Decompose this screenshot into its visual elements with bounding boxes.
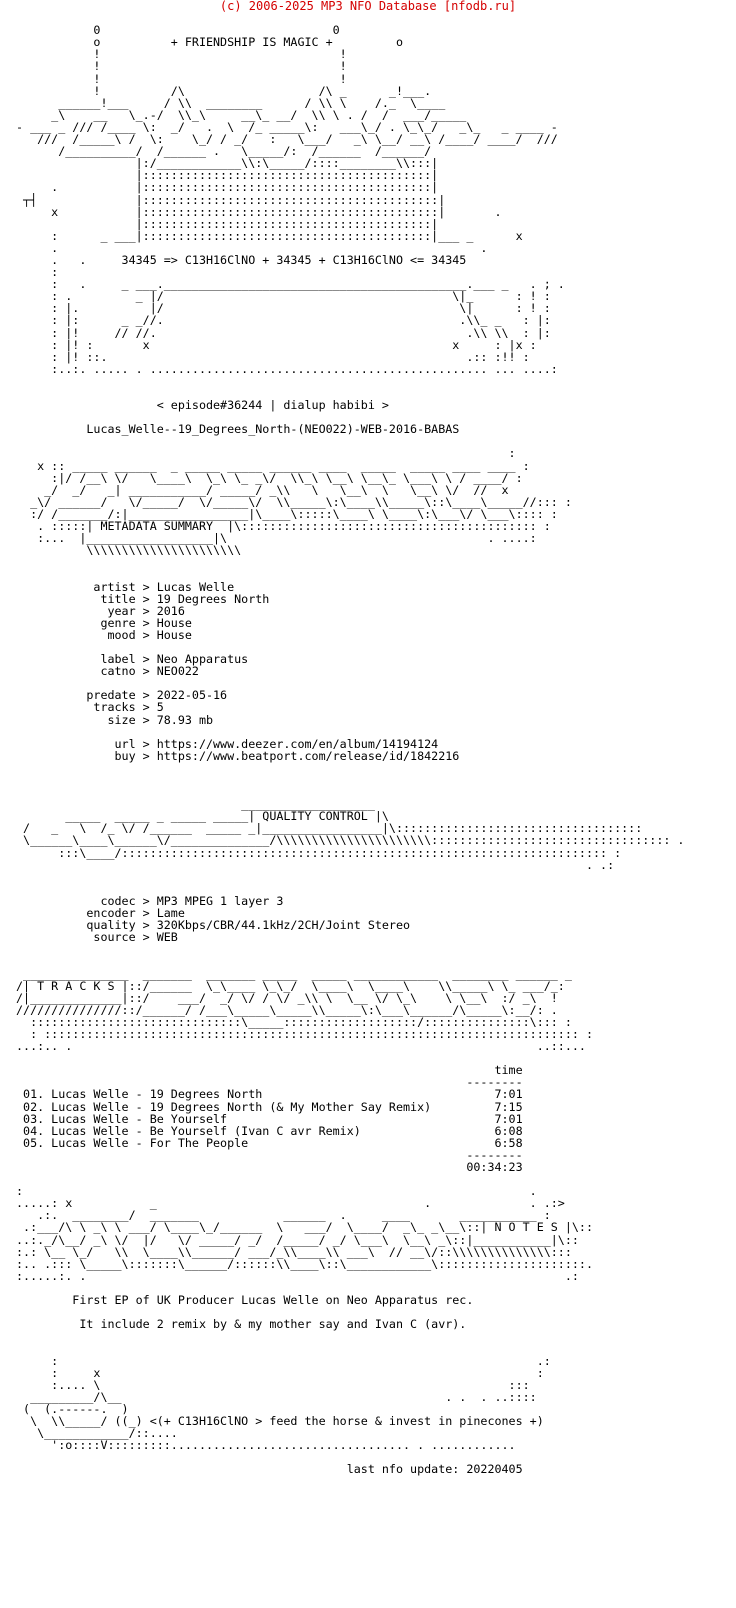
blank-line — [16, 375, 720, 387]
copyright-banner: (c) 2006-2025 MP3 NFO Database [nfodb.ru] — [219, 0, 517, 13]
logo-art-line: /__________/ /______ . \_____/: /______ /______/ — [16, 144, 502, 159]
meta-buy: buy > https://www.beatport.com/release/id/1842216 — [16, 748, 460, 763]
blank-line — [16, 774, 720, 786]
logo-art-line: : |: _ _//. .\\_ _ : |: — [16, 313, 551, 328]
logo-art-line: o + FRIENDSHIP IS MAGIC + o — [16, 35, 509, 50]
tracks-art-line: /| T R A C K S |::/______ \_\____ \_\_/ \____\ \____\ \\_____\ \_ ___/_: — [16, 978, 565, 993]
track-row: 05. Lucas Welle - For The People 6:58 — [16, 1135, 523, 1150]
blank-line — [16, 955, 720, 967]
logo-art-line: : . _ |/ \|_ : ! : — [16, 289, 551, 304]
tracks-rule: -------- — [16, 1147, 523, 1162]
metadata-art-line: :/ /_______/:|_________________|\____\:::::\____\ \____\:\___\/ \___\:::: : — [16, 506, 558, 521]
tracks-art-line: ///////////////::/______/ /___\_____\_____\\_____\:\___\______/\_____\:__/: . — [16, 1002, 558, 1017]
notes-art-line: :.. .::: \_____\:::::::\______/::::::\\____\::\____________\:::::::::::::::::::::. — [16, 1256, 593, 1271]
blank-line — [16, 556, 720, 568]
meta-title: title > 19 Degrees North — [16, 591, 270, 606]
logo-art-line: : |! // //. .\\ \\ : |: — [16, 325, 551, 340]
notes-art-line: ..:._/\__/ _\ \/ |/ \/ _____/ _/ /_____/ _/ \___\ \__\ _\::|___________|\:: — [16, 1232, 579, 1247]
meta-artist: artist > Lucas Welle — [16, 579, 235, 594]
notes-art-line: :.....:. . .: — [16, 1268, 579, 1283]
footer-art-line: _________/\__ . . . ..:::: — [16, 1389, 537, 1404]
logo-art-line: |:::::::::::::::::::::::::::::::::::::::::| — [16, 216, 516, 231]
footer-art-line: \____________/::.... — [16, 1426, 178, 1441]
blank-line — [16, 943, 720, 955]
tracks-art-line: _______________ _______ _______ _____ _____ ____________ ________ ______ _ — [16, 966, 572, 981]
blank-line — [16, 762, 720, 774]
track-row: 02. Lucas Welle - 19 Degrees North (& My Mother Say Remix) 7:15 — [16, 1099, 523, 1114]
logo-art-line: ! ! — [16, 59, 502, 74]
tracks-art-line: : :::::::::::::::::::::::::::::::::::::::::::::::::::::::::::::::::::::::::::: : — [16, 1026, 593, 1041]
blank-line — [16, 1342, 720, 1354]
track-row: 04. Lucas Welle - Be Yourself (Ivan C avr Remix) 6:08 — [16, 1123, 523, 1138]
meta-catno: catno > NEO022 — [16, 664, 199, 679]
metadata-art-line: \\\\\\\\\\\\\\\\\\\\\\ — [16, 543, 523, 558]
meta-mood: mood > House — [16, 627, 192, 642]
notes-line-1: First EP of UK Producer Lucas Welle on Neo Apparatus rec. — [16, 1293, 474, 1308]
quality-art-line: / _ \ /_ \/ /______ _____ _|_________________|\::::::::::::::::::::::::::::::::::: — [16, 821, 643, 836]
logo-art-line: ! ! — [16, 47, 502, 62]
logo-art-line: . . — [16, 240, 502, 255]
quality-art-line: ___________________ — [16, 797, 375, 812]
meta-genre: genre > House — [16, 615, 192, 630]
metadata-art-line: x :: _____ ______ _ _____ _____ ______ ____ _____ _____ ____ ____ : — [16, 458, 530, 473]
logo-art-line: . |:::::::::::::::::::::::::::::::::::::::::| — [16, 180, 509, 195]
episode-label: < episode#36244 | dialup habibi > — [16, 398, 389, 413]
meta-year: year > 2016 — [16, 603, 185, 618]
metadata-art-line: :|/ /__\ \/ \____\ \_\ \_ _\/ \\_\ \__\ \__\_ \___\ \ / ____/ : — [16, 470, 523, 485]
logo-art-line: _\ __ \_.-/ \\_\ __\_ __/ \\ \ . / / ___/_____ — [16, 107, 488, 122]
notes-art-line: .....: x _ . . .:> — [16, 1196, 565, 1211]
quality-art-line: :::\____/::::::::::::::::::::::::::::::::::::::::::::::::::::::::::::::::::::: : — [16, 845, 622, 860]
logo-art-line: 0 0 — [16, 23, 502, 38]
logo-art-line: x |::::::::::::::::::::::::::::::::::::::::::| . — [16, 204, 516, 219]
footer-art-line: ':o::::V:::::::::.................................. . ............ — [16, 1438, 516, 1453]
metadata-art-line: : — [16, 446, 516, 461]
tracks-time-header: time — [16, 1063, 523, 1078]
metadata-art-line: :... |__________________|\ . ....: — [16, 531, 537, 546]
notes-art-line: .:___/\ \ _\ \ ___/ \____\_/______ \ ___/ \____/ _\_ _\__\::| N O T E S |\:: — [16, 1220, 593, 1235]
footer-art-line: : x : — [16, 1365, 544, 1380]
metadata-art-line: _/ _/ _| ___________/ _____/ _\\ \ \__\ \ \__\ \/ // x — [16, 482, 516, 497]
logo-art-line: : — [16, 265, 474, 280]
quality-encoder: encoder > Lame — [16, 906, 185, 921]
metadata-art-line: . :::::| METADATA SUMMARY |\:::::::::::::::::::::::::::::::::::::::::: : — [16, 519, 551, 534]
logo-art-line: : |! : x x : |x : — [16, 337, 537, 352]
meta-predate: predate > 2022-05-16 — [16, 688, 228, 703]
last-update: last nfo update: 20220405 — [16, 1462, 523, 1477]
blank-line — [16, 568, 720, 580]
quality-art-line: _____ _____ _ _____ _____| QUALITY CONTROL |\ — [16, 809, 389, 824]
tracks-total: 00:34:23 — [16, 1160, 523, 1174]
release-name: Lucas_Welle--19_Degrees_North-(NEO022)-WEB-2016-BABAS — [16, 422, 460, 437]
quality-art-line: . .: — [16, 857, 615, 872]
tracks-art-line: ::::::::::::::::::::::::::::::\_____:::::::::::::::::::/:::::::::::::::\::: : — [16, 1014, 572, 1029]
tracks-art-line: /|_____________|::/ ___/ _/ \/ / \/ _\\ \ \__ \/ \_\ \ \__\ :/ _\ ! — [16, 990, 558, 1005]
logo-art-line: |:/____________\\:\_____/::::________\\:::| — [16, 156, 502, 171]
logo-art-line: :..:. ..... . ................................................ ... ....: — [16, 361, 558, 376]
logo-art-line: - ___ _ /// /____ \: _/ . \ /_ _____\: ___\_/ . \_\_/ _\_ _ ____ - — [16, 119, 558, 134]
logo-art-line: |:::::::::::::::::::::::::::::::::::::::::| — [16, 168, 509, 183]
footer-art-line: ( (.------. ) — [16, 1401, 143, 1416]
metadata-art-line: _\/ ______/ \/_____/ \/_____\/ \\_____\:\____\\_____\::\____\_____//::: : — [16, 494, 572, 509]
logo-art-line: ! ! — [16, 71, 502, 86]
logo-art-line: : _ ___|:::::::::::::::::::::::::::::::::::::::::|___ _ x — [16, 228, 530, 243]
track-row: 01. Lucas Welle - 19 Degrees North 7:01 — [16, 1087, 523, 1102]
tracks-art-line: ...:.. . ..::... — [16, 1039, 586, 1054]
footer-art-line: : .: — [16, 1353, 551, 1368]
logo-art-line: ┬┤ |::::::::::::::::::::::::::::::::::::::::::| — [16, 192, 509, 207]
meta-label: label > Neo Apparatus — [16, 652, 249, 667]
logo-art-line: : |! ::. .:: :!! : — [16, 349, 530, 364]
meta-url: url > https://www.deezer.com/en/album/14194124 — [16, 736, 439, 751]
logo-art-line: : |. |/ \| : ! : — [16, 301, 551, 316]
notes-art-line: : . — [16, 1184, 537, 1199]
logo-art-line: ! /\ /\ _ _!___. — [16, 83, 502, 98]
logo-art-line: . . 34345 => C13H16ClNO + 34345 + C13H16ClNO <= 34345 — [16, 252, 495, 267]
quality-quality: quality > 320Kbps/CBR/44.1kHz/2CH/Joint Stereo — [16, 918, 411, 933]
notes-line-2: It include 2 remix by & my mother say and Ivan C (avr). — [16, 1317, 467, 1332]
notes-art-line: :.: \__ \_/ \\ \____\\______/ ___/_\\____\\ ___\ // __\/::\\\\\\\\\\\\\\::: — [16, 1244, 572, 1259]
track-row: 03. Lucas Welle - Be Yourself 7:01 — [16, 1111, 523, 1126]
blank-line — [16, 726, 720, 738]
quality-source: source > WEB — [16, 930, 178, 945]
logo-art-line: /// /_____\ / \: \_/ / _/ : \___/ _\ \__/ __\ /____/ ____/ /// — [16, 132, 558, 147]
logo-art-line: ______!___ / \\ ________ / \\ \ /._ \____ — [16, 95, 488, 110]
quality-codec: codec > MP3 MPEG 1 layer 3 — [16, 893, 284, 908]
blank-line — [16, 871, 720, 883]
meta-tracks: tracks > 5 — [16, 700, 164, 715]
blank-line — [16, 1330, 720, 1342]
tracks-rule: -------- — [16, 1075, 523, 1090]
notes-art-line: .:. ________/ _______ ______ . ____ ___________ : — [16, 1208, 551, 1223]
nfo-document — [16, 0, 720, 1475]
quality-art-line: \______\____\______\/______________/\\\\\\\\\\\\\\\\\\\\\\:::::::::::::::::::::::::::::::::: . — [16, 833, 685, 848]
logo-art-line: : . _ ___.___________________________________________.___ _ . ; . — [16, 277, 565, 292]
footer-art-line: \ \\_____/ ((_) <(+ C13H16ClNO > feed the horse & invest in pinecones +) — [16, 1413, 544, 1428]
footer-art-line: :.... \ ::: — [16, 1377, 530, 1392]
meta-size: size > 78.93 mb — [16, 712, 214, 727]
